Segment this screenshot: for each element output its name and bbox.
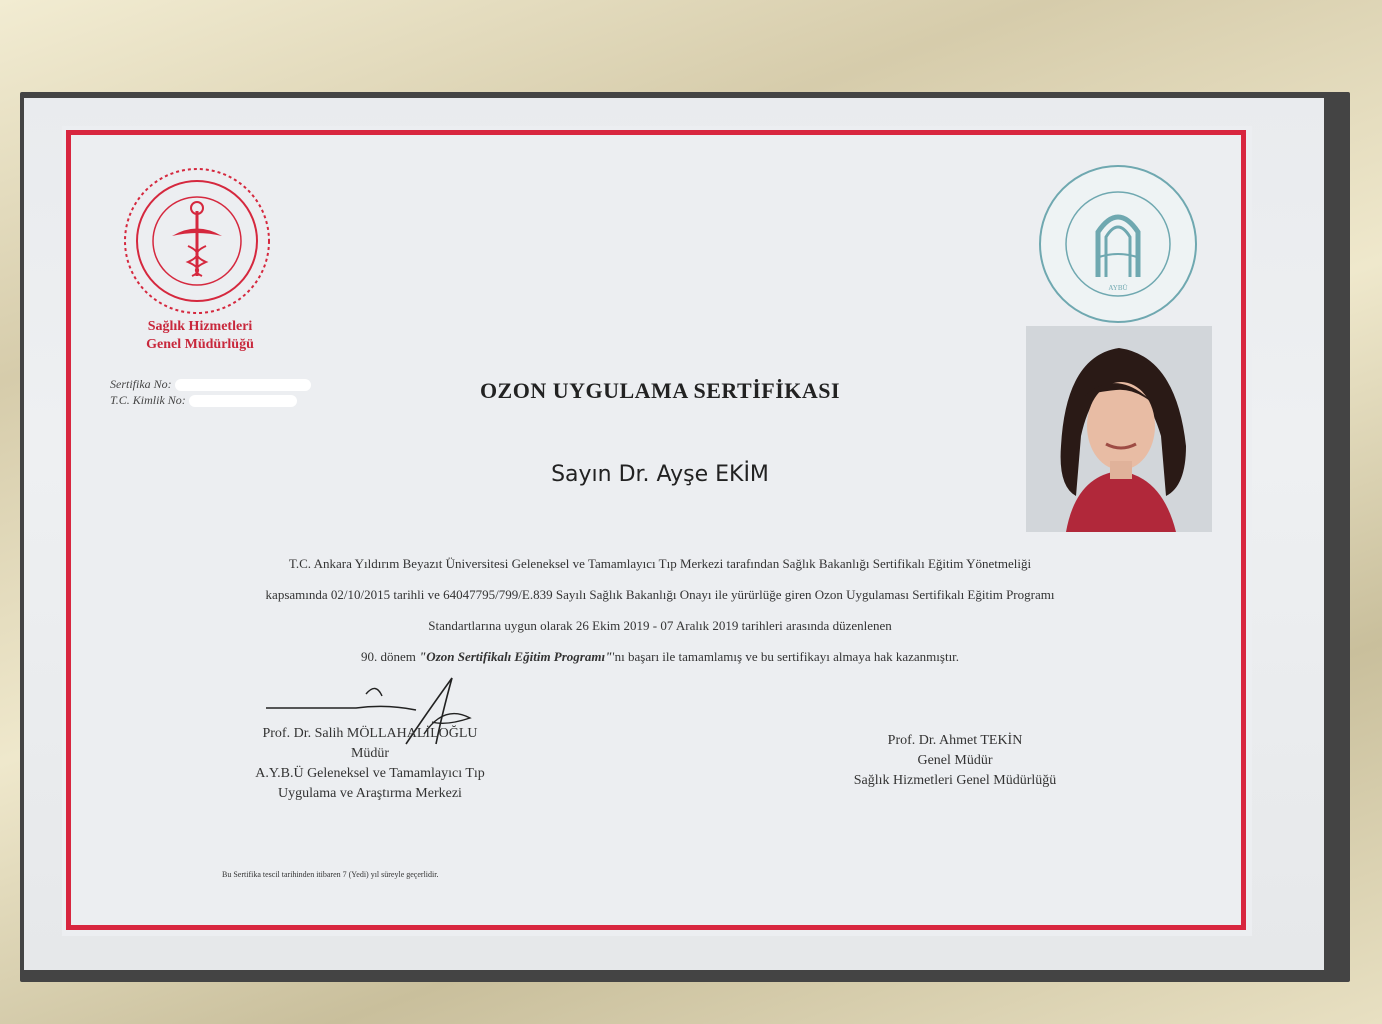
signatory-left-role: Müdür bbox=[350, 746, 390, 761]
tc-no-label: T.C. Kimlik No: bbox=[110, 393, 189, 407]
cert-no-label: Sertifika No: bbox=[110, 377, 175, 391]
recipient-photo bbox=[1026, 326, 1212, 532]
validity-footnote: Bu Sertifika tescil tarihinden itibaren 7 (Yedi) yıl süreyle geçerlidir. bbox=[222, 870, 439, 879]
signatory-right-role: Genel Müdür bbox=[917, 753, 993, 768]
signatory-left-org1: A.Y.B.Ü Geleneksel ve Tamamlayıcı Tıp bbox=[255, 766, 485, 781]
university-seal-logo bbox=[1036, 162, 1201, 327]
ministry-seal-logo bbox=[122, 166, 272, 316]
program-name: "Ozon Sertifikalı Eğitim Programı" bbox=[419, 649, 613, 664]
issuer-left-label bbox=[100, 318, 300, 354]
certificate-title: OZON UYGULAMA SERTİFİKASI bbox=[479, 378, 841, 403]
body-line-4-post: 'nı başarı ile tamamlamış ve bu sertifikayı almaya hak kazanmıştır. bbox=[612, 649, 960, 664]
body-line-4 bbox=[120, 641, 1200, 672]
issuer-left-line2: Genel Müdürlüğü bbox=[146, 337, 254, 352]
signatory-right bbox=[790, 731, 1120, 791]
certificate-body bbox=[120, 548, 1200, 672]
signatory-left bbox=[190, 724, 550, 804]
body-line-2: kapsamında 02/10/2015 tarihli ve 64047795/799/E.839 Sayılı Sağlık Bakanlığı Onayı ile yürürlüğe giren Ozon Uygulaması Sertifikalı Eğitim Programı bbox=[265, 587, 1055, 602]
signatory-right-org: Sağlık Hizmetleri Genel Müdürlüğü bbox=[853, 773, 1057, 788]
redaction-mask bbox=[189, 395, 297, 407]
signatory-left-org2: Uygulama ve Araştırma Merkezi bbox=[278, 786, 462, 801]
body-line-4-pre: 90. dönem bbox=[360, 649, 420, 664]
svg-text:AYBÜ: AYBÜ bbox=[1108, 284, 1128, 292]
signatory-left-name: Prof. Dr. Salih MÖLLAHALİLOĞLU bbox=[262, 726, 478, 741]
issuer-left-line1: Sağlık Hizmetleri bbox=[147, 319, 253, 334]
signatory-right-name: Prof. Dr. Ahmet TEKİN bbox=[887, 733, 1023, 748]
certificate-meta bbox=[110, 376, 311, 408]
tc-no-row bbox=[110, 392, 311, 408]
cert-no-row bbox=[110, 376, 311, 392]
redaction-mask bbox=[175, 379, 311, 391]
body-line-1: T.C. Ankara Yıldırım Beyazıt Üniversitesi Geleneksel ve Tamamlayıcı Tıp Merkezi tarafından Sağlık Bakanlığı Sertifikalı Eğitim Yönetmeliği bbox=[288, 556, 1032, 571]
recipient-name: Sayın Dr. Ayşe EKİM bbox=[551, 462, 769, 487]
body-line-3: Standartlarına uygun olarak 26 Ekim 2019 - 07 Aralık 2019 tarihleri arasında düzenlenen bbox=[428, 618, 892, 633]
